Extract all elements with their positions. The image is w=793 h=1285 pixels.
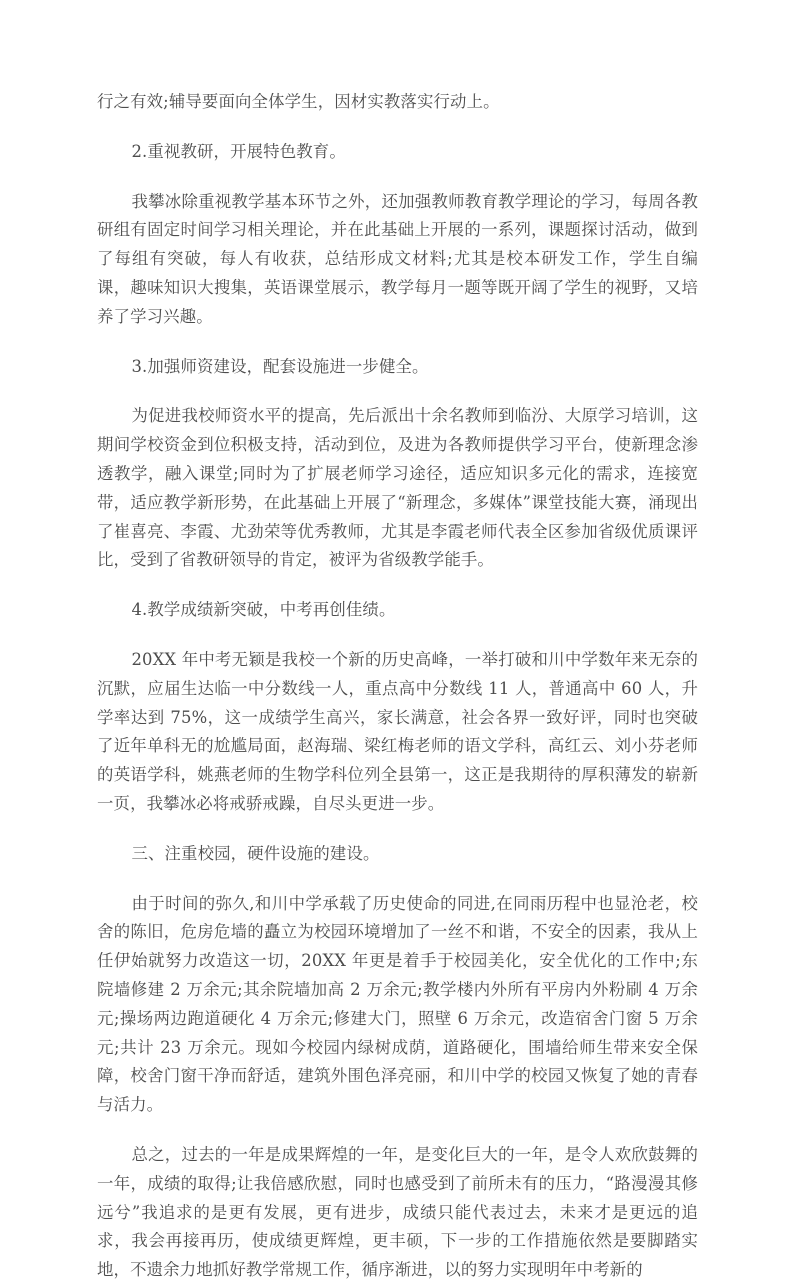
paragraph-body-section-three: 由于时间的弥久,和川中学承载了历史使命的同进,在同雨历程中也显沧老，校舍的陈旧，危房危墙的矗立为校园环境增加了一丝不和谐，不安全的因素，我从上任伊始就努力改造这一切，20XX 年更是着手于校园美化，安全优化的工作中;东院墙修建 2 万余元;其余院墙加高 2 万余元;教学楼内外所有平房内外粉刷 4 万余元;操场两边跑道硬化 4 万余元;修建大门，照壁 6 万余元，改造宿舍门窗 5 万余元;共计 23 万余元。现如今校园内绿树成荫，道路硬化，围墙给师生带来安全保障，校舍门窗干净而舒适，建筑外围色泽亮丽，和川中学的校园又恢复了她的青春与活力。 bbox=[97, 893, 698, 1115]
paragraph-heading-3: 3.加强师资建设，配套设施进一步健全。 bbox=[131, 356, 429, 376]
document-text-body bbox=[97, 88, 698, 1285]
paragraph-continued-line: 行之有效;辅导要面向全体学生，因材实教落实行动上。 bbox=[97, 92, 500, 111]
paragraph-body-4: 20XX 年中考无颖是我校一个新的历史高峰，一举打破和川中学数年来无奈的沉默，应届生达临一中分数线一人，重点高中分数线 11 人，普通高中 60 人，升学率达到 75%，这一成绩学生高兴，家长满意，社会各界一致好评，同时也突破了近年单科无的尬尴局面，赵海瑞、梁红梅老师的语文学科，高红云、刘小芬老师的英语学科，姚燕老师的生物学科位列全县第一，这正是我期待的厚积薄发的崭新一页，我攀冰必将戒骄戒躁，自尽头更进一步。 bbox=[97, 649, 698, 813]
paragraph-heading-2: 2.重视教研，开展特色教育。 bbox=[131, 141, 346, 161]
paragraph-body-2: 我攀冰除重视教学基本环节之外，还加强教师教育教学理论的学习，每周各教研组有固定时间学习相关理论，并在此基础上开展的一系列，课题探讨活动，做到了每组有突破，每人有收获，总结形成文材料;尤其是校本研发工作，学生自编课，趣味知识大搜集，英语课堂展示，教学每月一题等既开阔了学生的视野，又培养了学习兴趣。 bbox=[97, 191, 698, 326]
paragraph-conclusion: 总之，过去的一年是成果辉煌的一年，是变化巨大的一年，是令人欢欣鼓舞的一年，成绩的取得;让我倍感欣慰，同时也感受到了前所未有的压力，“路漫漫其修远兮”我追求的是更有发展，更有进步，成绩只能代表过去，未来才是更远的追求，我会再接再历，使成绩更辉煌，更丰硕，下一步的工作措施依然是要脚踏实地，不遗余力地抓好教学常规工作，循序渐进，以的努力实现明年中考新的 bbox=[97, 1144, 698, 1280]
paragraph-heading-section-three: 三、注重校园，硬件设施的建设。 bbox=[131, 843, 380, 863]
paragraph-body-3: 为促进我校师资水平的提高，先后派出十余名教师到临汾、大原学习培训，这期间学校资金到位积极支持，活动到位，及进为各教师提供学习平台，使新理念渗透教学，融入课堂;同时为了扩展老师学习途径，适应知识多元化的需求，连接宽带，适应教学新形势，在此基础上开展了“新理念，多媒体”课堂技能大赛，涌现出了崔喜亮、李霞、尤劲荣等优秀教师，尤其是李霞老师代表全区参加省级优质课评比，受到了省教研领导的肯定，被评为省级教学能手。 bbox=[97, 406, 698, 570]
paragraph-heading-4: 4.教学成绩新突破，中考再创佳绩。 bbox=[131, 600, 396, 620]
